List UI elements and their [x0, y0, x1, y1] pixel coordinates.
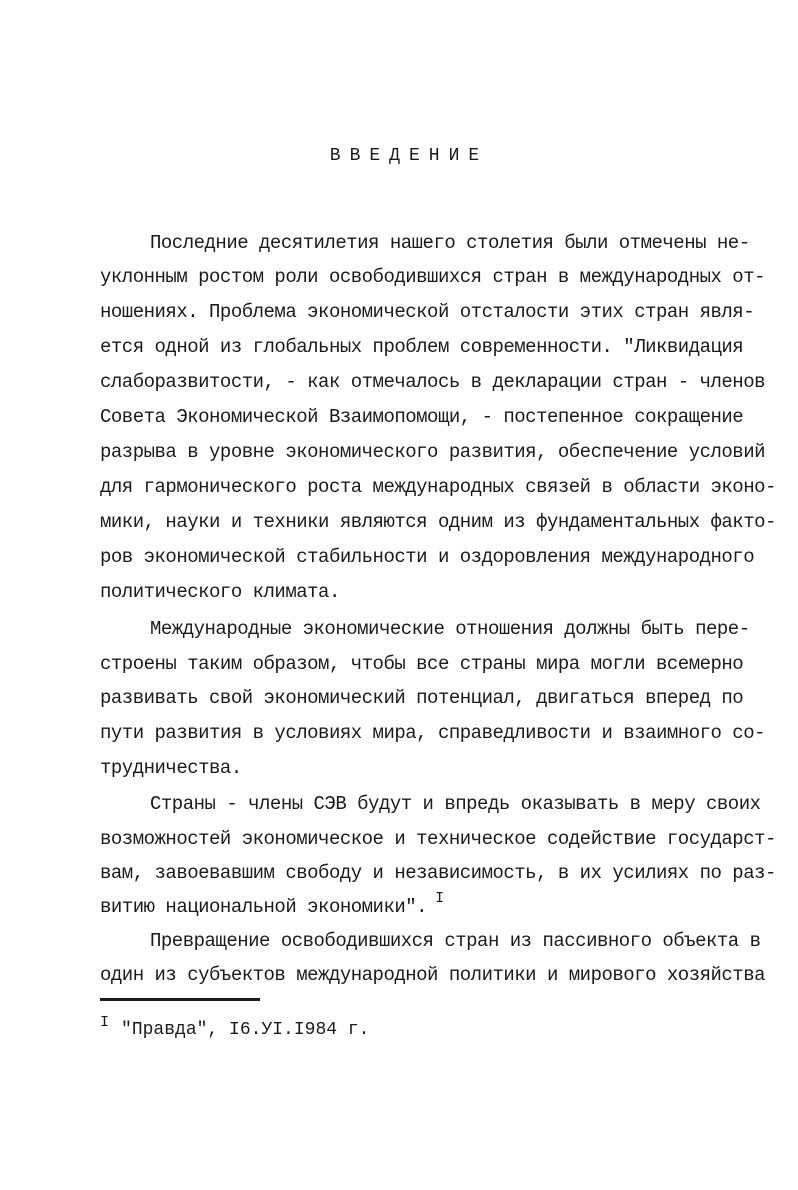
text-line: трудничества. [100, 757, 242, 779]
text-line: Последние десятилетия нашего столетия были отмечены не- [150, 232, 750, 254]
text-line: уклонным ростом роли освободившихся стран в международных от- [100, 266, 766, 288]
text-line: ется одной из глобальных проблем современности. "Ликвидация [100, 336, 744, 358]
text-line: слаборазвитости, - как отмечалось в декларации стран - членов [100, 371, 766, 393]
footnote [100, 1014, 370, 1040]
text-line: Совета Экономической Взаимопомощи, - постепенное сокращение [100, 406, 744, 428]
text-line [100, 890, 444, 918]
text-line: развивать свой экономический потенциал, двигаться вперед по [100, 687, 744, 709]
text-line: один из субъектов международной политики и мирового хозяйства [100, 964, 766, 986]
text-line: возможностей экономическое и техническое содействие государст- [100, 828, 776, 850]
text-line: мики, науки и техники являются одним из фундаментальных факто- [100, 511, 776, 533]
text-line: Страны - члены СЭВ будут и впредь оказывать в меру своих [150, 793, 761, 815]
footnote-mark: I [100, 1014, 110, 1031]
text-line: пути развития в условиях мира, справедливости и взаимного со- [100, 722, 766, 744]
text-line: строены таким образом, чтобы все страны мира могли всемерно [100, 653, 744, 675]
footnote-text: "Правда", I6.УI.I984 г. [121, 1020, 370, 1040]
text-line: вам, завоевавшим свободу и независимость, в их усилиях по раз- [100, 862, 776, 884]
text-line: Международные экономические отношения должны быть пере- [150, 618, 750, 640]
text-line: политического климата. [100, 581, 340, 603]
page-title: ВВЕДЕНИЕ [329, 146, 489, 166]
text-line: разрыва в уровне экономического развития, обеспечение условий [100, 441, 766, 463]
text-line: для гармонического роста международных связей в области эконо- [100, 476, 776, 498]
text-line: Превращение освободившихся стран из пассивного объекта в [150, 930, 761, 952]
footnote-divider [100, 998, 260, 1001]
text-line: ношениях. Проблема экономической отсталости этих стран явля- [100, 301, 755, 323]
footnote-reference: I [435, 890, 444, 907]
text-line: ров экономической стабильности и оздоровления международного [100, 546, 755, 568]
text-line-content: витию национальной экономики". [100, 896, 428, 918]
